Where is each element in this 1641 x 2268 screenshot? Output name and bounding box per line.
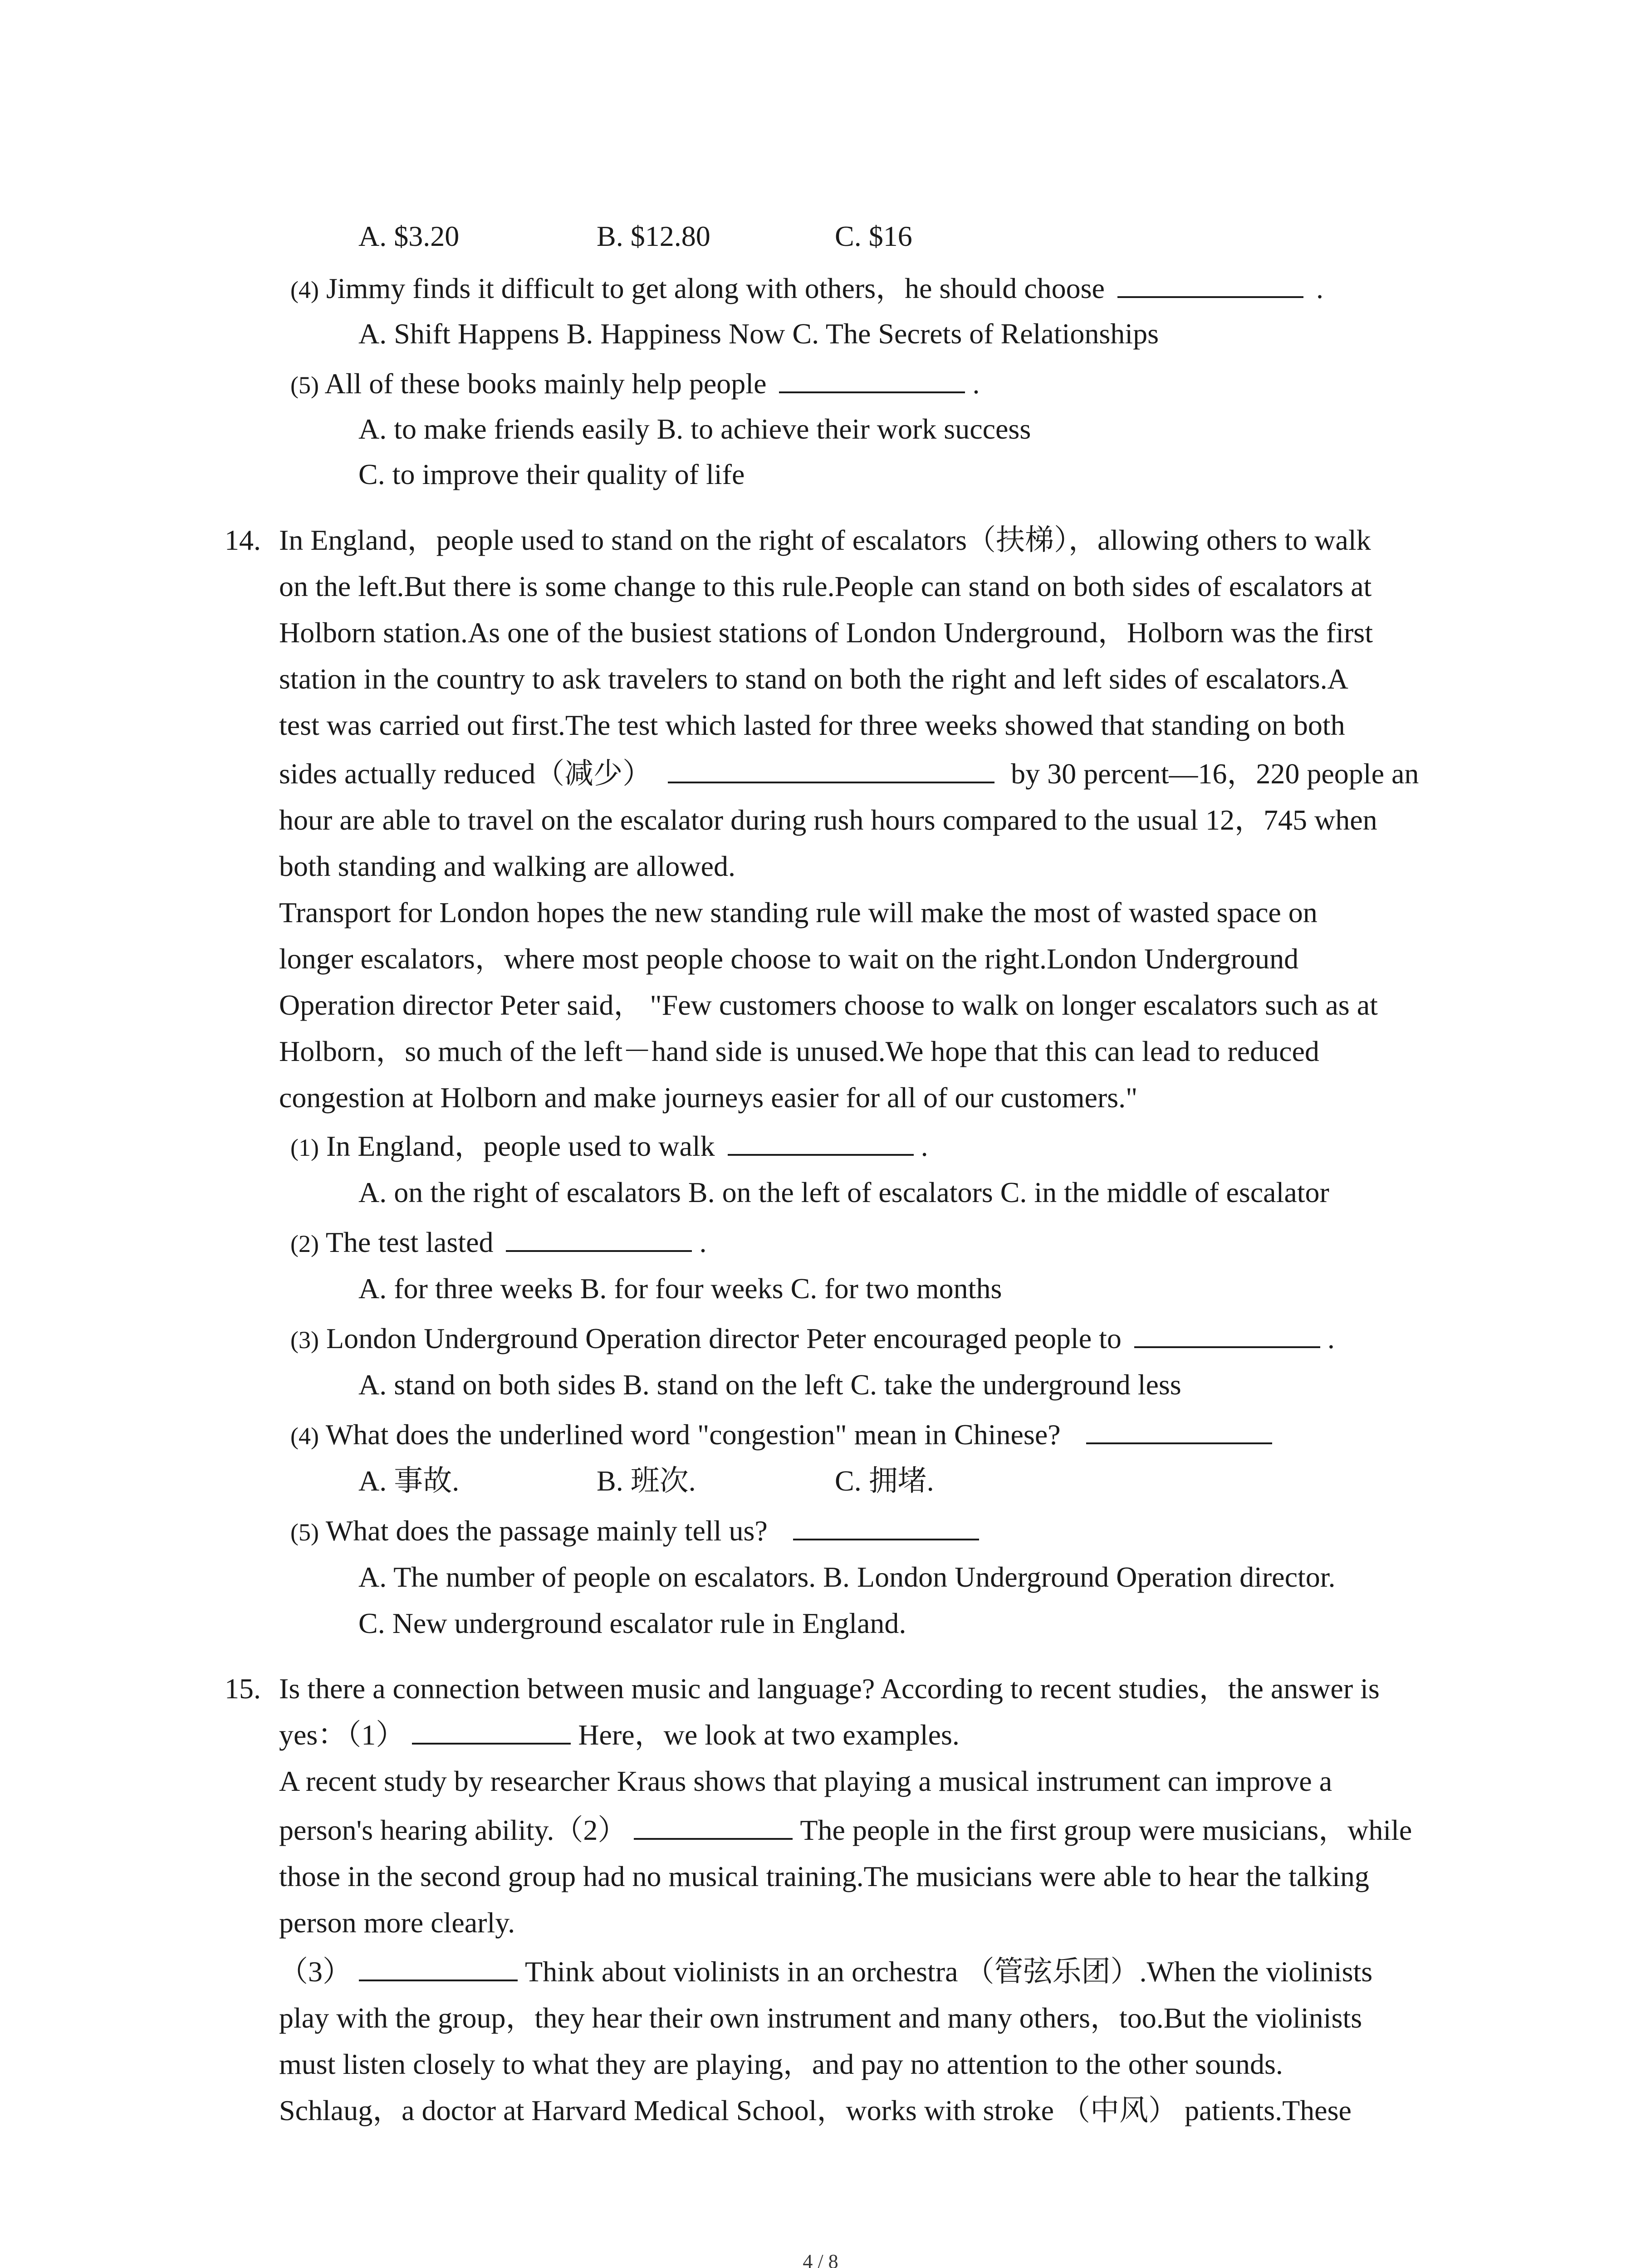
q14-q5-option-c: C. New underground escalator rule in England. (358, 1607, 906, 1639)
q14-q2-question: (2) The test lasted . (290, 1219, 706, 1267)
q14-q4-option-a: A. 事故. (358, 1465, 460, 1497)
q13-q5-answer-blank[interactable] (779, 363, 965, 393)
q13-q4-answer-blank[interactable] (1117, 268, 1303, 298)
q14-q4-question: (4) What does the underlined word "congestion" mean in Chinese? (290, 1412, 1272, 1459)
q14-q1-question: (1) In England，people used to walk . (290, 1123, 928, 1171)
q14-number: 14. (225, 524, 261, 556)
q13-q4-number: (4) (290, 276, 319, 303)
q14-q3-options: A. stand on both sides B. stand on the left C. take the underground less (358, 1369, 1181, 1401)
q14-q4-option-b: B. 班次. (597, 1465, 696, 1497)
q15-number: 15. (225, 1672, 261, 1705)
q13-q3-option-b: B. $12.80 (597, 220, 710, 252)
q15-passage-line: Schlaug，a doctor at Harvard Medical School，works with stroke （中风） patients.These (279, 2094, 1352, 2126)
q14-passage-line: Transport for London hopes the new standing rule will make the most of wasted space on (279, 896, 1318, 929)
q14-q3-question: (3) London Underground Operation director Peter encouraged people to . (290, 1315, 1335, 1363)
q13-q5-options-ab: A. to make friends easily B. to achieve their work success (358, 413, 1031, 445)
q13-q5-option-c: C. to improve their quality of life (358, 458, 745, 490)
q14-passage-line: Holborn，so much of the left－hand side is unused.We hope that this can lead to reduced (279, 1035, 1319, 1067)
q13-q4-options: A. Shift Happens B. Happiness Now C. The Secrets of Relationships (358, 318, 1159, 350)
q15-passage-line: A recent study by researcher Kraus shows that playing a musical instrument can improve a (279, 1765, 1332, 1797)
q13-q3-option-a: A. $3.20 (358, 220, 460, 252)
q13-q5-number: (5) (290, 371, 319, 399)
q15-blank-3[interactable] (359, 1951, 518, 1981)
q14-q5-options-ab: A. The number of people on escalators. B. London Underground Operation director. (358, 1561, 1336, 1593)
q14-passage-line: Holborn station.As one of the busiest stations of London Underground，Holborn was the first (279, 616, 1373, 649)
q13-q5-text: All of these books mainly help people (324, 367, 767, 400)
q15-passage-line: play with the group，they hear their own instrument and many others，too.But the violinists (279, 2002, 1362, 2034)
q15-passage-line-blank3: （3） Think about violinists in an orchestra （管弦乐团）.When the violinists (279, 1949, 1372, 1995)
q15-blank-1[interactable] (412, 1715, 571, 1745)
q14-passage-line: on the left.But there is some change to this rule.People can stand on both sides of escalators at (279, 570, 1372, 602)
q15-passage-line: must listen closely to what they are playing，and pay no attention to the other sounds. (279, 2048, 1283, 2080)
q13-q4-question: (4) Jimmy finds it difficult to get along with others，he should choose . (290, 265, 1323, 313)
q14-passage-line-blank: sides actually reduced（减少） by 30 percent—16，220 people an (279, 751, 1419, 797)
page-number: 4 / 8 (803, 2250, 838, 2268)
q14-q4-answer-blank[interactable] (1086, 1414, 1272, 1444)
q14-q3-answer-blank[interactable] (1134, 1318, 1320, 1348)
q15-blank-2[interactable] (634, 1810, 793, 1840)
q14-q2-answer-blank[interactable] (506, 1222, 692, 1252)
q14-passage-line: both standing and walking are allowed. (279, 850, 735, 882)
q14-passage-line: In England，people used to stand on the right of escalators（扶梯），allowing others to walk (279, 524, 1371, 556)
q13-q4-text: Jimmy finds it difficult to get along with others，he should choose (326, 272, 1105, 304)
q14-passage-line: test was carried out first.The test which lasted for three weeks showed that standing on both (279, 709, 1345, 741)
q14-q1-answer-blank[interactable] (728, 1126, 914, 1156)
q14-passage-line: station in the country to ask travelers to stand on both the right and left sides of escalators.A (279, 663, 1348, 695)
q15-passage-line: Is there a connection between music and language? According to recent studies，the answer is (279, 1672, 1380, 1705)
q13-q5-question: (5) All of these books mainly help people . (290, 361, 980, 408)
q15-passage-line-blank1: yes：（1） Here，we look at two examples. (279, 1712, 960, 1758)
q14-q1-options: A. on the right of escalators B. on the left of escalators C. in the middle of escalator (358, 1176, 1329, 1208)
q14-passage-line: longer escalators，where most people choose to wait on the right.London Underground (279, 943, 1299, 975)
q15-passage-line: person more clearly. (279, 1906, 515, 1939)
q14-q2-options: A. for three weeks B. for four weeks C. for two months (358, 1272, 1002, 1305)
q14-q4-option-c: C. 拥堵. (835, 1465, 934, 1497)
q14-passage-line: Operation director Peter said， "Few customers choose to walk on longer escalators such as at (279, 989, 1378, 1021)
q14-q5-question: (5) What does the passage mainly tell us? (290, 1508, 979, 1555)
q15-passage-line-blank2: person's hearing ability.（2） The people in the first group were musicians，while (279, 1807, 1412, 1853)
q14-q5-answer-blank[interactable] (793, 1510, 979, 1540)
q14-passage-line: congestion at Holborn and make journeys easier for all of our customers." (279, 1081, 1138, 1114)
q14-passage-blank[interactable] (668, 753, 994, 783)
q14-passage-line: hour are able to travel on the escalator during rush hours compared to the usual 12，745 when (279, 804, 1377, 836)
q13-q3-option-c: C. $16 (835, 220, 912, 252)
q15-passage-line: those in the second group had no musical training.The musicians were able to hear the talking (279, 1860, 1369, 1892)
